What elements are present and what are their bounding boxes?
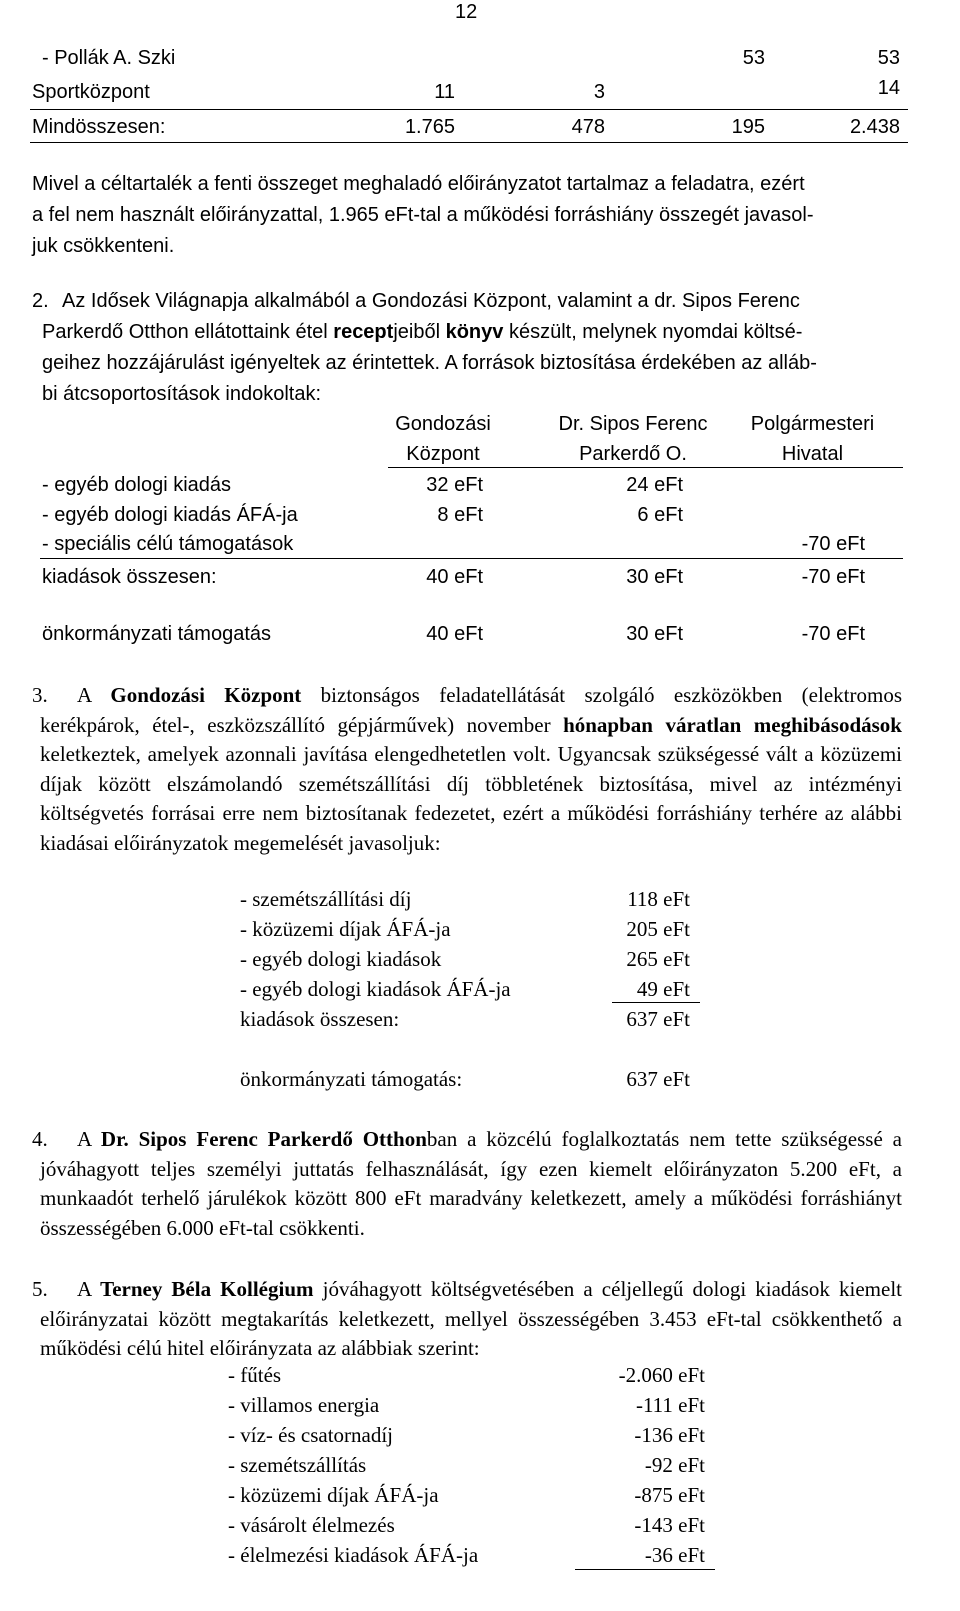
section-paragraph: A Dr. Sipos Ferenc Parkerdő Otthonban a közcélú foglalkoztatás nem tette szükségessé a jóváhagyott teljes személyi juttatás felhasználását, így ezen kiemelt előirányzaton 5.200 eFt, a munkaadót terhelő járulékok között 800 eFt maradvány keletkezett, amely a működési forráshiányt összességében 6.000 eFt-tal csökkenti. (40, 1127, 902, 1240)
section-paragraph: A Terney Béla Kollégium jóváhagyott költségvetésében a céljellegű dologi kiadások kiemelt előirányzatai között megtakarítás keletkezett, mellyel összességében 3.453 eFt-tal csökkenthető a működési célú hitel előirányzata az alábbiak szerint: (40, 1277, 902, 1360)
column-header: Központ (406, 443, 480, 465)
list-item-label: - közüzemi díjak ÁFÁ-ja (228, 1483, 439, 1507)
list-item-label: - vásárolt élelmezés (228, 1513, 395, 1537)
table-divider (30, 109, 908, 110)
table-cell: -70 eFt (801, 566, 865, 588)
table-row-label: - egyéb dologi kiadás (42, 474, 232, 496)
table-cell: 478 (571, 116, 605, 138)
paragraph-line: bi átcsoportosítások indokoltak: (42, 383, 322, 405)
table-divider (388, 467, 903, 468)
paragraph-line: Az Idősek Világnapja alkalmából a Gondozási Központ, valamint a dr. Sipos Ferenc (62, 290, 800, 312)
table-cell: 3 (593, 81, 605, 103)
column-header: Dr. Sipos Ferenc (558, 413, 708, 435)
list-item-label: - egyéb dologi kiadások (240, 947, 442, 971)
table-cell: 195 (731, 116, 765, 138)
table-cell: 24 eFt (626, 474, 683, 496)
list-item-label: - szemétszállítás (228, 1453, 367, 1477)
table-cell: -70 eFt (801, 623, 865, 645)
table-cell: 32 eFt (426, 474, 483, 496)
list-item-value: 49 eFt (636, 977, 690, 1001)
column-header: Parkerdő O. (579, 443, 687, 465)
section-paragraph: A Gondozási Központ biztonságos feladatellátását szolgáló eszközökben (elektromos kerékpárok, étel-, eszközszállító gépjárművek) november hónapban váratlan meghibásodások keletkeztek, amelyek azonnali javítása elengedhetetlen volt. Ugyancsak szükségessé vált a közüzemi díjak között elszámolandó szemétszállítási díj többletének biztosítása, mivel az intézményi költségvetés forrásai erre nem biztosítanak fedezetet, ezért a működési forráshiány terhére az alábbi kiadásai előirányzatok megemelését javasoljuk: (40, 683, 902, 855)
paragraph-line: a fel nem használt előirányzattal, 1.965 eFt-tal a működési forráshiány összegét javasol- (32, 204, 814, 226)
paragraph-line: Mivel a céltartalék a fenti összeget meghaladó előirányzatot tartalmaz a feladatra, ezért (32, 173, 805, 195)
table-divider (30, 142, 908, 143)
table-cell: 14 (877, 77, 900, 99)
list-item-label: - víz- és csatornadíj (228, 1423, 394, 1447)
column-header: Gondozási (395, 413, 491, 435)
table-cell: 8 eFt (437, 504, 483, 526)
paragraph-line: juk csökkenteni. (32, 235, 175, 257)
table-cell: 30 eFt (626, 566, 683, 588)
table-cell: 53 (877, 47, 900, 69)
section-number: 2. (32, 290, 49, 312)
list-item-value: -875 eFt (634, 1483, 705, 1507)
list-item-value: 118 eFt (627, 887, 690, 911)
paragraph-line: Parkerdő Otthon ellátottaink étel receptjeiből könyv készült, melynek nyomdai költsé- (42, 321, 803, 343)
table-row-label: önkormányzati támogatás (42, 623, 272, 645)
table-row-label: Sportközpont (32, 81, 150, 103)
list-item-value: 637 eFt (626, 1067, 690, 1091)
table-cell: 30 eFt (626, 623, 683, 645)
table-cell: 40 eFt (426, 623, 483, 645)
table-row-label: - egyéb dologi kiadás ÁFÁ-ja (42, 504, 298, 526)
list-item-value: -111 eFt (635, 1393, 705, 1417)
paragraph-line: geihez hozzájárulást igényeltek az érintettek. A források biztosítása érdekében az alláb- (42, 352, 817, 374)
section-number: 4. (32, 1127, 48, 1151)
table-cell: 40 eFt (426, 566, 483, 588)
table-cell: 11 (434, 81, 455, 103)
table-row-label: - speciális célú támogatások (42, 533, 294, 555)
list-item-label: önkormányzati támogatás: (240, 1067, 463, 1091)
page-number: 12 (455, 1, 478, 23)
table-row-label: kiadások összesen: (42, 566, 217, 588)
list-item-value: -92 eFt (644, 1453, 705, 1477)
sum-divider (612, 1002, 700, 1003)
list-item-label: - közüzemi díjak ÁFÁ-ja (240, 917, 451, 941)
table-row-label: Mindösszesen: (32, 116, 166, 138)
table-cell: -70 eFt (801, 533, 865, 555)
table-row-label: - Pollák A. Szki (42, 47, 176, 69)
list-item-value: -143 eFt (634, 1513, 705, 1537)
sum-divider (575, 1569, 715, 1570)
section-number: 3. (32, 683, 48, 707)
list-item-value: 265 eFt (626, 947, 690, 971)
list-item-label: - egyéb dologi kiadások ÁFÁ-ja (240, 977, 511, 1001)
list-item-label: kiadások összesen: (240, 1007, 400, 1031)
list-item-label: - fűtés (228, 1363, 282, 1387)
list-item-value: -136 eFt (634, 1423, 705, 1447)
list-item-label: - élelmezési kiadások ÁFÁ-ja (228, 1543, 479, 1567)
table-divider (40, 558, 903, 559)
list-item-value: -2.060 eFt (618, 1363, 705, 1387)
list-item-label: - villamos energia (228, 1393, 380, 1417)
column-header: Hivatal (781, 443, 844, 465)
list-item-label: - szemétszállítási díj (240, 887, 412, 911)
list-item-value: 205 eFt (626, 917, 690, 941)
table-cell: 6 eFt (637, 504, 683, 526)
list-item-value: -36 eFt (644, 1543, 705, 1567)
table-cell: 2.438 (849, 116, 900, 138)
column-header: Polgármesteri (750, 413, 875, 435)
list-item-value: 637 eFt (626, 1007, 690, 1031)
table-cell: 1.765 (404, 116, 455, 138)
table-cell: 53 (742, 47, 765, 69)
section-number: 5. (32, 1277, 48, 1301)
